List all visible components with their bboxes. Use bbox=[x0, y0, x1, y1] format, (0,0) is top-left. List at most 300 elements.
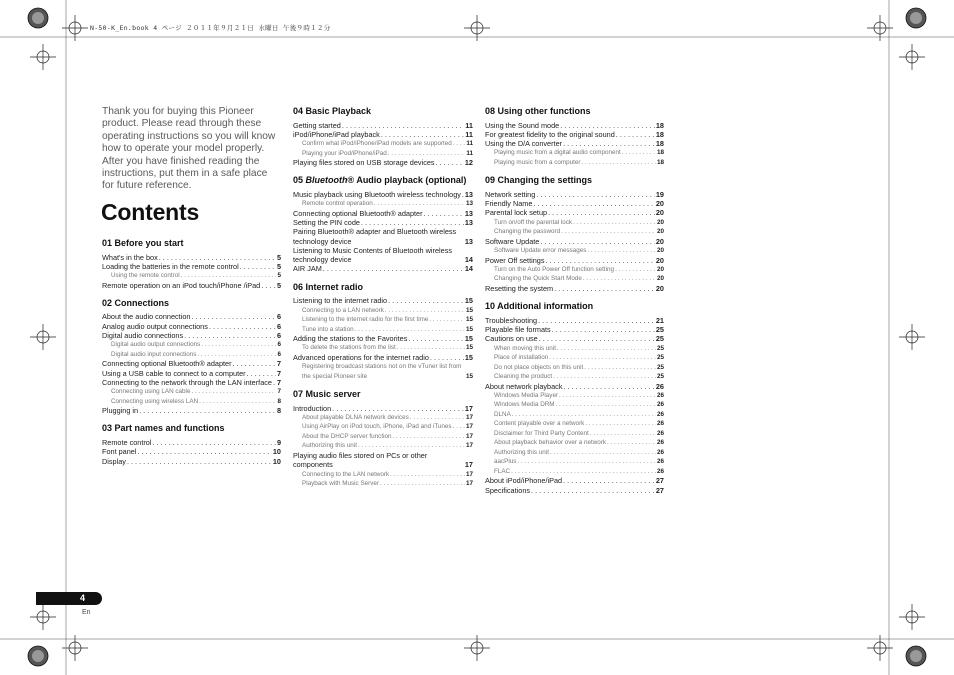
toc-leader-dots bbox=[553, 372, 656, 382]
toc-subentry[interactable] bbox=[485, 363, 664, 373]
toc-subentry[interactable] bbox=[293, 325, 473, 335]
toc-page-number: 25 bbox=[656, 363, 664, 371]
toc-leader-dots bbox=[358, 441, 465, 451]
toc-leader-dots bbox=[511, 467, 656, 477]
toc-entry[interactable] bbox=[293, 227, 473, 246]
toc-page-number: 15 bbox=[465, 344, 473, 352]
toc-entry-title: Connecting using wireless LAN bbox=[111, 397, 199, 405]
toc-leader-dots bbox=[381, 130, 464, 139]
toc-entry-title: Friendly Name bbox=[485, 199, 533, 209]
toc-leader-dots bbox=[410, 413, 465, 423]
toc-entry[interactable] bbox=[102, 369, 281, 378]
toc-entry-title: iPod/iPhone/iPad playback bbox=[293, 129, 380, 139]
page-title: Contents bbox=[101, 199, 200, 225]
toc-section bbox=[102, 238, 281, 290]
toc-page-number: 15 bbox=[464, 352, 473, 362]
toc-entry-title: Software Update error messages bbox=[494, 247, 587, 255]
toc-page-number: 9 bbox=[276, 437, 281, 447]
toc-subentry[interactable] bbox=[485, 410, 664, 420]
toc-page-number: 15 bbox=[464, 296, 473, 306]
toc-entry[interactable] bbox=[293, 404, 473, 413]
toc-page-number: 26 bbox=[656, 448, 664, 456]
toc-leader-dots bbox=[615, 265, 656, 275]
toc-leader-dots bbox=[436, 158, 464, 167]
toc-page-number: 6 bbox=[277, 341, 281, 349]
toc-page-number: 20 bbox=[655, 199, 664, 209]
toc-entry-title: Cleaning the product bbox=[494, 373, 553, 381]
toc-column-3 bbox=[485, 106, 664, 495]
toc-entry-title: Playback with Music Server bbox=[302, 480, 379, 488]
intro-text: Thank you for buying this Pioneer product. Please read through these operating instructions so you will know how to operate your model properly. After you have finished reading the instructions, put them in a safe place for future reference. bbox=[102, 106, 276, 192]
toc-entry-title: Changing the password bbox=[494, 228, 561, 236]
toc-entry[interactable] bbox=[293, 264, 473, 273]
toc-entry[interactable] bbox=[293, 158, 473, 167]
toc-entry-title: Analog audio output connections bbox=[102, 321, 208, 331]
toc-page-number: 20 bbox=[655, 283, 664, 293]
toc-page-number: 20 bbox=[655, 208, 664, 218]
toc-leader-dots bbox=[581, 158, 656, 168]
toc-entry-title: Advanced operations for the internet radio bbox=[293, 352, 429, 362]
toc-entry[interactable] bbox=[102, 262, 281, 271]
toc-entry-title: aacPlus bbox=[494, 458, 517, 466]
toc-entry[interactable] bbox=[102, 438, 281, 447]
toc-entry[interactable] bbox=[485, 190, 664, 199]
toc-leader-dots bbox=[159, 253, 276, 262]
section-heading: 01 Before you start bbox=[102, 238, 184, 248]
toc-leader-dots bbox=[390, 470, 465, 480]
toc-page-number: 7 bbox=[277, 388, 281, 396]
toc-page-number: 11 bbox=[465, 120, 473, 130]
section-heading: 10 Additional information bbox=[485, 301, 594, 312]
toc-subentry[interactable] bbox=[485, 344, 664, 354]
toc-entry[interactable] bbox=[293, 334, 473, 343]
toc-entry-title: Disclaimer for Third Party Content bbox=[494, 429, 589, 437]
toc-page-number: 15 bbox=[465, 306, 473, 314]
toc-entry[interactable] bbox=[102, 281, 281, 290]
toc-leader-dots bbox=[563, 476, 655, 485]
toc-leader-dots bbox=[385, 306, 465, 316]
toc-leader-dots bbox=[590, 429, 656, 439]
toc-page-number: 26 bbox=[656, 439, 664, 447]
toc-leader-dots bbox=[430, 353, 464, 362]
toc-entry-title: DLNA bbox=[494, 410, 511, 418]
toc-leader-dots bbox=[424, 209, 464, 218]
toc-page-number: 15 bbox=[465, 325, 473, 333]
toc-page-number: 26 bbox=[656, 429, 664, 437]
toc-entry[interactable] bbox=[293, 296, 473, 305]
toc-entry-title: Remote control bbox=[102, 437, 152, 447]
toc-entry-title: About playback behavior over a network bbox=[494, 439, 607, 447]
toc-section bbox=[102, 298, 281, 416]
toc-subentry[interactable] bbox=[485, 227, 664, 237]
toc-entry-title: Authorizing this unit bbox=[494, 448, 549, 456]
toc-entry[interactable] bbox=[485, 284, 664, 293]
page-number-badge bbox=[36, 592, 102, 605]
toc-page-number: 6 bbox=[276, 312, 281, 322]
toc-leader-dots bbox=[191, 312, 275, 321]
toc-page-number: 8 bbox=[276, 406, 281, 416]
toc-page-number: 17 bbox=[465, 480, 473, 488]
toc-entry[interactable] bbox=[485, 139, 664, 148]
toc-section bbox=[485, 106, 664, 167]
toc-leader-dots bbox=[429, 315, 465, 325]
toc-entry-title: Music playback using Bluetooth wireless technology bbox=[293, 189, 461, 199]
toc-leader-dots bbox=[587, 246, 656, 256]
toc-page-number: 17 bbox=[465, 413, 473, 421]
toc-entry-title: Playing music from a computer bbox=[494, 158, 581, 166]
toc-entry-title: Connecting optional Bluetooth® adapter bbox=[102, 359, 232, 369]
toc-entry[interactable] bbox=[102, 253, 281, 262]
toc-subentry[interactable] bbox=[293, 306, 473, 316]
toc-page-number: 13 bbox=[464, 217, 473, 227]
toc-leader-dots bbox=[536, 190, 655, 199]
toc-entry-title: Playable file formats bbox=[485, 324, 551, 334]
toc-page-number: 17 bbox=[464, 460, 473, 470]
toc-leader-dots bbox=[380, 479, 465, 489]
toc-entry[interactable] bbox=[485, 130, 664, 139]
toc-entry-title: Display bbox=[102, 456, 126, 466]
toc-entry-title: Playing audio files stored on PCs or other components bbox=[293, 450, 428, 470]
toc-entry-title: Listening to the internet radio for the first time bbox=[302, 316, 429, 324]
section-heading: 09 Changing the settings bbox=[485, 175, 593, 186]
toc-subentry[interactable] bbox=[293, 413, 473, 423]
toc-page-number: 14 bbox=[464, 264, 473, 274]
toc-entry-title: Adding the stations to the Favorites bbox=[293, 334, 408, 344]
toc-entry-title: Using the Sound mode bbox=[485, 120, 560, 130]
print-header: N-50-K_En.book 4 ページ ２０１１年９月２１日 水曜日 午後９時１２分 bbox=[90, 24, 331, 32]
toc-page-number: 11 bbox=[466, 140, 473, 148]
toc-page-number: 25 bbox=[656, 344, 664, 352]
toc-entry[interactable] bbox=[102, 331, 281, 340]
section-heading: 02 Connections bbox=[102, 297, 170, 308]
toc-entry-title: About iPod/iPhone/iPad bbox=[485, 476, 563, 486]
toc-subentry[interactable] bbox=[293, 149, 473, 159]
toc-page-number: 20 bbox=[655, 255, 664, 265]
toc-entry-title: Turn on the Auto Power Off function setting bbox=[494, 265, 615, 273]
toc-leader-dots bbox=[453, 422, 465, 432]
toc-entry-title: Windows Media Player bbox=[494, 391, 559, 399]
toc-subentry[interactable] bbox=[102, 350, 281, 360]
toc-page-number: 26 bbox=[656, 458, 664, 466]
toc-subentry[interactable] bbox=[102, 340, 281, 350]
toc-leader-dots bbox=[197, 350, 276, 360]
toc-page-number: 25 bbox=[655, 334, 664, 344]
section-heading bbox=[293, 175, 473, 187]
toc-entry-title: Parental lock setup bbox=[485, 208, 548, 218]
toc-leader-dots bbox=[538, 316, 655, 325]
toc-leader-dots bbox=[540, 237, 655, 246]
toc-entry-title: Playing music from a digital audio component bbox=[494, 149, 621, 157]
toc-subentry[interactable] bbox=[485, 158, 664, 168]
toc-entry-title: Content playable over a network bbox=[494, 420, 585, 428]
toc-page-number: 6 bbox=[276, 330, 281, 340]
toc-leader-dots bbox=[342, 121, 464, 130]
section-heading-italic: Bluetooth bbox=[305, 175, 348, 186]
toc-leader-dots bbox=[355, 325, 465, 335]
toc-leader-dots bbox=[139, 406, 276, 415]
toc-leader-dots bbox=[539, 334, 655, 343]
toc-entry[interactable] bbox=[102, 378, 281, 387]
toc-entry-title: Setting the PIN code bbox=[293, 217, 360, 227]
toc-page-number: 20 bbox=[656, 247, 664, 255]
toc-leader-dots bbox=[184, 331, 276, 340]
toc-page-number: 26 bbox=[655, 381, 664, 391]
toc-section bbox=[293, 106, 473, 167]
toc-entry-title: Connecting to a LAN network bbox=[302, 306, 384, 314]
toc-entry-title: To delete the stations from the list bbox=[302, 344, 396, 352]
toc-leader-dots bbox=[548, 208, 655, 217]
toc-subentry[interactable] bbox=[102, 397, 281, 407]
toc-entry[interactable] bbox=[293, 246, 473, 265]
toc-subentry[interactable] bbox=[293, 441, 473, 451]
toc-entry-title: What's in the box bbox=[102, 252, 158, 262]
toc-entry-title: Introduction bbox=[293, 403, 332, 413]
toc-leader-dots bbox=[199, 397, 276, 407]
toc-section bbox=[102, 423, 281, 465]
toc-page-number: 25 bbox=[655, 324, 664, 334]
toc-entry-title: Place of installation bbox=[494, 354, 549, 362]
toc-page-number: 26 bbox=[656, 467, 664, 475]
toc-entry[interactable] bbox=[102, 447, 281, 456]
toc-subentry[interactable] bbox=[293, 432, 473, 442]
toc-leader-dots bbox=[332, 404, 464, 413]
toc-leader-dots bbox=[240, 262, 276, 271]
language-label: En bbox=[82, 609, 91, 616]
toc-entry-title: Authorizing this unit bbox=[302, 442, 357, 450]
toc-entry[interactable] bbox=[485, 316, 664, 325]
toc-page-number: 10 bbox=[272, 447, 281, 457]
toc-entry[interactable] bbox=[293, 353, 473, 362]
toc-leader-dots bbox=[560, 121, 655, 130]
toc-page-number: 17 bbox=[465, 442, 473, 450]
toc-leader-dots bbox=[209, 322, 276, 331]
toc-entry[interactable] bbox=[293, 218, 473, 227]
toc-page-number: 17 bbox=[465, 432, 473, 440]
toc-entry[interactable] bbox=[485, 486, 664, 495]
toc-subentry[interactable] bbox=[485, 148, 664, 158]
toc-entry-title: Troubleshooting bbox=[485, 315, 538, 325]
toc-entry[interactable] bbox=[293, 209, 473, 218]
toc-entry[interactable] bbox=[102, 312, 281, 321]
toc-entry[interactable] bbox=[293, 190, 473, 199]
toc-subentry[interactable] bbox=[485, 467, 664, 477]
toc-page-number: 11 bbox=[465, 129, 473, 139]
toc-leader-dots bbox=[533, 199, 654, 208]
toc-entry-title: Remote operation on an iPod touch/iPhone /iPad bbox=[102, 280, 261, 290]
toc-entry-title: Turn on/off the parental lock bbox=[494, 218, 573, 226]
toc-page-number: 18 bbox=[656, 149, 664, 157]
toc-leader-dots bbox=[531, 486, 655, 495]
toc-subentry[interactable] bbox=[485, 448, 664, 458]
toc-entry-title: FLAC bbox=[494, 467, 511, 475]
toc-page-number: 13 bbox=[464, 208, 473, 218]
toc-entry-title: About the audio connection bbox=[102, 312, 191, 322]
toc-entry-title: Registering broadcast stations not on the vTuner list from the special Pioneer site bbox=[302, 363, 462, 380]
toc-page-number: 15 bbox=[465, 372, 473, 380]
toc-subentry[interactable] bbox=[293, 199, 473, 209]
toc-subentry[interactable] bbox=[102, 271, 281, 281]
toc-leader-dots bbox=[559, 391, 656, 401]
toc-entry-title: Using the remote control bbox=[111, 272, 180, 280]
toc-entry[interactable] bbox=[485, 476, 664, 485]
toc-page-number: 7 bbox=[276, 377, 281, 387]
toc-leader-dots bbox=[323, 264, 464, 273]
toc-page-number: 13 bbox=[464, 236, 473, 246]
toc-entry[interactable] bbox=[485, 121, 664, 130]
toc-subentry[interactable] bbox=[485, 400, 664, 410]
toc-page-number: 13 bbox=[465, 200, 473, 208]
toc-entry-title: Playing files stored on USB storage devices bbox=[293, 158, 435, 168]
toc-entry[interactable] bbox=[102, 359, 281, 368]
toc-leader-dots bbox=[388, 149, 466, 159]
toc-page-number: 27 bbox=[655, 476, 664, 486]
toc-subentry[interactable] bbox=[485, 372, 664, 382]
toc-subentry[interactable] bbox=[485, 429, 664, 439]
toc-entry[interactable] bbox=[102, 457, 281, 466]
section-heading: 03 Part names and functions bbox=[102, 423, 225, 434]
toc-leader-dots bbox=[554, 284, 655, 293]
section-heading: 07 Music server bbox=[293, 389, 361, 400]
toc-page-number: 27 bbox=[655, 485, 664, 495]
toc-entry-title: Plugging in bbox=[102, 406, 139, 416]
toc-page-number: 11 bbox=[466, 149, 473, 157]
toc-leader-dots bbox=[607, 438, 656, 448]
toc-leader-dots bbox=[549, 353, 656, 363]
toc-entry-title: Tune into a station bbox=[302, 325, 354, 333]
toc-entry[interactable] bbox=[102, 322, 281, 331]
toc-subentry[interactable] bbox=[293, 422, 473, 432]
toc-entry-title: Connecting optional Bluetooth® adapter bbox=[293, 208, 423, 218]
toc-subentry[interactable] bbox=[485, 457, 664, 467]
toc-leader-dots bbox=[233, 359, 276, 368]
toc-entry[interactable] bbox=[102, 406, 281, 415]
toc-entry-title: Confirm what iPod/iPhone/iPad models are supported bbox=[302, 140, 452, 148]
toc-page-number: 6 bbox=[277, 350, 281, 358]
toc-leader-dots bbox=[273, 378, 276, 387]
toc-subentry[interactable] bbox=[293, 139, 473, 149]
toc-leader-dots bbox=[622, 148, 656, 158]
toc-entry[interactable] bbox=[485, 382, 664, 391]
toc-entry-title: Network setting bbox=[485, 189, 536, 199]
toc-subentry[interactable] bbox=[485, 438, 664, 448]
toc-section bbox=[293, 282, 473, 381]
toc-leader-dots bbox=[247, 369, 276, 378]
toc-page-number: 10 bbox=[272, 456, 281, 466]
toc-page-number: 6 bbox=[276, 321, 281, 331]
toc-entry-title: When moving this unit bbox=[494, 344, 556, 352]
toc-page-number: 8 bbox=[277, 397, 281, 405]
toc-leader-dots bbox=[462, 190, 464, 199]
section-heading: 08 Using other functions bbox=[485, 106, 591, 116]
toc-entry[interactable] bbox=[485, 256, 664, 265]
toc-page-number: 25 bbox=[656, 373, 664, 381]
toc-subentry[interactable] bbox=[293, 362, 473, 381]
toc-subentry[interactable] bbox=[485, 246, 664, 256]
toc-leader-dots bbox=[127, 457, 272, 466]
toc-subentry[interactable] bbox=[485, 419, 664, 429]
toc-page-number: 20 bbox=[656, 218, 664, 226]
toc-entry-title: Getting started bbox=[293, 120, 341, 130]
toc-leader-dots bbox=[550, 448, 656, 458]
toc-subentry[interactable] bbox=[102, 387, 281, 397]
toc-subentry[interactable] bbox=[485, 353, 664, 363]
toc-entry-title: Digital audio output connections bbox=[111, 341, 201, 349]
toc-subentry[interactable] bbox=[293, 315, 473, 325]
toc-entry[interactable] bbox=[293, 451, 473, 470]
toc-entry[interactable] bbox=[485, 325, 664, 334]
toc-entry-title: Digital audio connections bbox=[102, 330, 184, 340]
toc-leader-dots bbox=[585, 419, 656, 429]
toc-column-1 bbox=[102, 238, 281, 466]
toc-leader-dots bbox=[517, 457, 656, 467]
toc-page-number: 5 bbox=[276, 261, 281, 271]
toc-entry-title: Connecting to the network through the LAN interface bbox=[102, 377, 272, 387]
toc-section bbox=[293, 175, 473, 273]
toc-entry[interactable] bbox=[293, 121, 473, 130]
toc-entry[interactable] bbox=[485, 237, 664, 246]
toc-subentry[interactable] bbox=[485, 391, 664, 401]
toc-leader-dots bbox=[393, 432, 465, 442]
toc-page-number: 14 bbox=[464, 255, 473, 265]
toc-leader-dots bbox=[181, 271, 277, 281]
toc-entry-title: Listening to Music Contents of Bluetooth wireless technology device bbox=[293, 245, 452, 265]
toc-page-number: 5 bbox=[277, 272, 281, 280]
toc-leader-dots bbox=[512, 410, 656, 420]
toc-page-number: 20 bbox=[656, 228, 664, 236]
toc-entry-title: Connecting to the LAN network bbox=[302, 470, 390, 478]
toc-section bbox=[485, 301, 664, 495]
toc-page-number: 18 bbox=[655, 120, 664, 130]
toc-entry-title: For greatest fidelity to the original sound bbox=[485, 129, 615, 139]
toc-page-number: 17 bbox=[465, 423, 473, 431]
toc-entry-title: Specifications bbox=[485, 485, 531, 495]
toc-entry[interactable] bbox=[485, 334, 664, 343]
toc-entry-title: Digital audio input connections bbox=[111, 350, 197, 358]
toc-entry-title: Cautions on use bbox=[485, 334, 538, 344]
toc-page-number: 19 bbox=[655, 189, 664, 199]
toc-leader-dots bbox=[408, 334, 463, 343]
toc-entry-title: Windows Media DRM bbox=[494, 401, 555, 409]
toc-entry[interactable] bbox=[293, 130, 473, 139]
toc-subentry[interactable] bbox=[485, 265, 664, 275]
toc-subentry[interactable] bbox=[485, 218, 664, 228]
toc-leader-dots bbox=[583, 274, 656, 284]
toc-subentry[interactable] bbox=[485, 274, 664, 284]
toc-entry-title: Changing the Quick Start Mode bbox=[494, 275, 582, 283]
toc-section bbox=[293, 389, 473, 488]
toc-page-number: 26 bbox=[656, 401, 664, 409]
toc-entry[interactable] bbox=[485, 199, 664, 208]
section-heading-suffix: ® Audio playback (optional) bbox=[347, 175, 467, 186]
toc-page-number: 17 bbox=[464, 403, 473, 413]
toc-leader-dots bbox=[453, 139, 466, 149]
toc-subentry[interactable] bbox=[293, 470, 473, 480]
toc-page-number: 12 bbox=[464, 158, 473, 168]
toc-page-number: 26 bbox=[656, 391, 664, 399]
toc-subentry[interactable] bbox=[293, 479, 473, 489]
toc-page-number: 20 bbox=[656, 265, 664, 273]
toc-leader-dots bbox=[573, 218, 656, 228]
toc-entry-title: About playable DLNA network devices bbox=[302, 413, 409, 421]
toc-page-number: 13 bbox=[464, 189, 473, 199]
toc-entry-title: Listening to the internet radio bbox=[293, 296, 388, 306]
toc-leader-dots bbox=[563, 382, 654, 391]
toc-entry-title: Power Off settings bbox=[485, 255, 545, 265]
toc-entry-title: Using AirPlay on iPod touch, iPhone, iPad and iTunes bbox=[302, 423, 452, 431]
toc-entry[interactable] bbox=[485, 208, 664, 217]
toc-column-2 bbox=[293, 106, 473, 489]
toc-subentry[interactable] bbox=[293, 343, 473, 353]
